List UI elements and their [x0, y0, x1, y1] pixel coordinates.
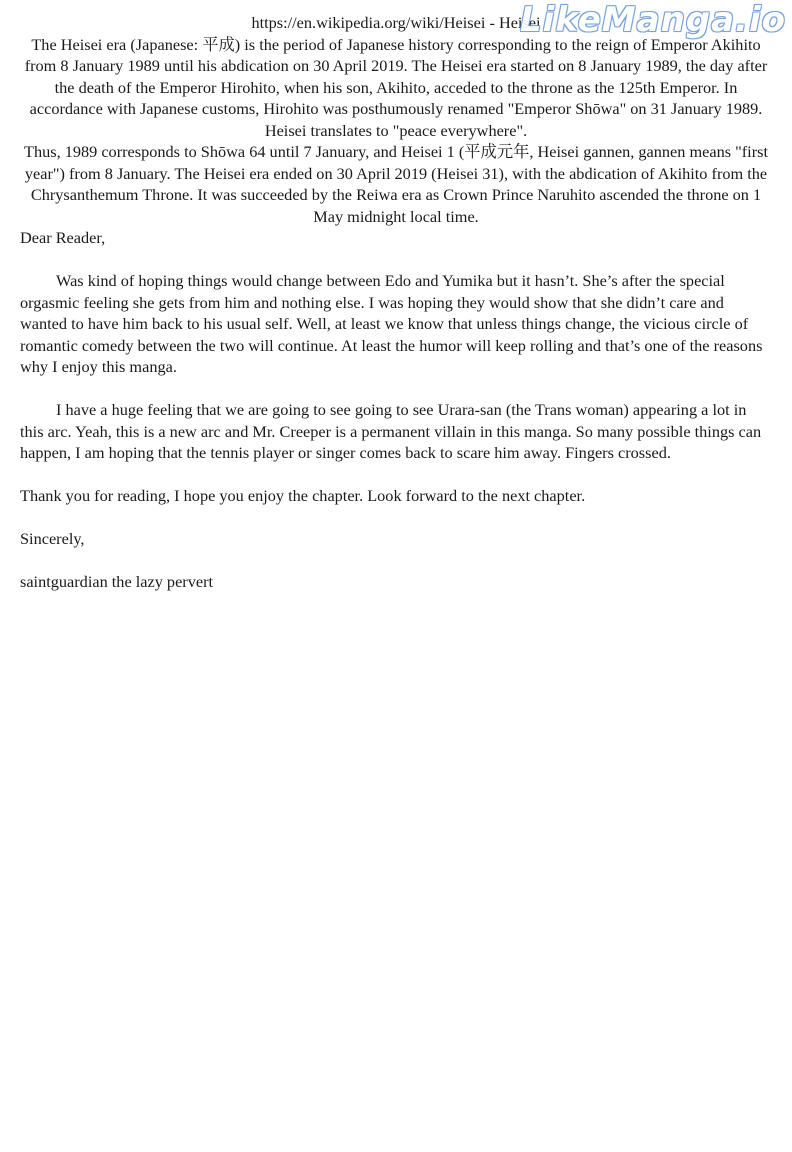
- watermark-logo: LikeManga.io: [520, 0, 786, 40]
- wiki-paragraph-2: Thus, 1989 corresponds to Shōwa 64 until 7 January, and Heisei 1 (平成元年, Heisei gannen, gannen means "first year") from 8 January. The Heisei era ended on 30 April 2019 (Heisei 31), with the abdication of Akihito from the Chrysanthemum Throne. It was succeeded by the Reiwa era as Crown Prince Naruhito ascended the throne on 1 May midnight local time.: [24, 142, 768, 226]
- letter-thanks: Thank you for reading, I hope you enjoy the chapter. Look forward to the next chapter.: [20, 486, 586, 505]
- wiki-url: https://en.wikipedia.org/wiki/Heisei - Heisei: [251, 13, 541, 32]
- letter-signature: saintguardian the lazy pervert: [20, 572, 214, 591]
- letter-closing: Sincerely,: [20, 529, 85, 548]
- wiki-paragraph-1: The Heisei era (Japanese: 平成) is the period of Japanese history corresponding to the reign of Emperor Akihito from 8 January 1989 until his abdication on 30 April 2019. The Heisei era started on 8 January 1989, the day after the death of the Emperor Hirohito, when his son, Akihito, acceded to the throne as the 125th Emperor. In accordance with Japanese customs, Hirohito was posthumously renamed "Emperor Shōwa" on 31 January 1989. Heisei translates to "peace everywhere".: [24, 34, 768, 140]
- letter-paragraph-2: I have a huge feeling that we are going to see going to see Urara-san (the Trans woman) appearing a lot in this arc. Yeah, this is a new arc and Mr. Creeper is a permanent villain in this manga. So many possible things can happen, I am hoping that the tennis player or singer comes back to scare him away. Fingers crossed.: [20, 400, 762, 462]
- letter-greeting: Dear Reader,: [20, 228, 106, 247]
- translator-letter: [0, 227, 792, 593]
- letter-paragraph-1: Was kind of hoping things would change between Edo and Yumika but it hasn’t. She’s after the special orgasmic feeling she gets from him and nothing else. I was hoping they would show that she didn’t care and wanted to have him back to his usual self. Well, at least we know that unless things change, the vicious circle of romantic comedy between the two will continue. At least the humor will keep rolling and that’s one of the reasons why I enjoy this manga.: [20, 271, 763, 376]
